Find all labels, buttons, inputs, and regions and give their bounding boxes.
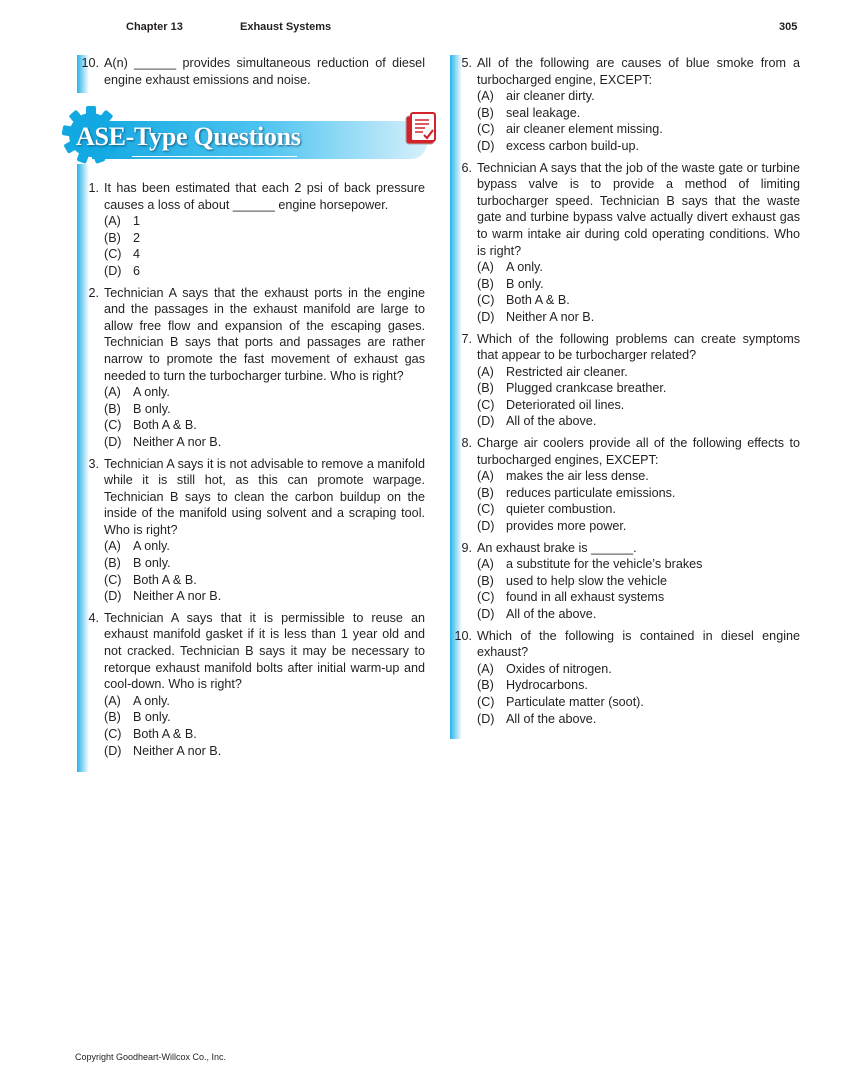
question-text: Which of the following problems can create symptoms that appear to be turbocharger related? [477, 331, 800, 363]
question-item [77, 610, 425, 759]
option-text: found in all exhaust systems [506, 590, 665, 605]
option-letter: (B) [104, 401, 121, 416]
option-text: a substitute for the vehicle’s brakes [506, 557, 703, 572]
option-letter: (A) [104, 214, 121, 229]
option-letter: (C) [477, 694, 495, 709]
question-text: An exhaust brake is ______. [477, 540, 637, 555]
answer-option [477, 364, 800, 381]
option-text: All of the above. [506, 414, 597, 429]
left-question-column [77, 180, 425, 764]
question-number: 10. [454, 628, 472, 643]
answer-option [477, 138, 800, 155]
answer-option [104, 213, 425, 230]
copyright: Copyright Goodheart-Willcox Co., Inc. [75, 1052, 227, 1062]
option-text: A only. [506, 260, 543, 275]
answer-option [477, 589, 800, 606]
question-text: All of the following are causes of blue smoke from a turbocharged engine, EXCEPT: [477, 56, 800, 87]
option-letter: (C) [104, 727, 122, 741]
question-item [450, 628, 800, 728]
option-letter: (B) [104, 710, 121, 725]
answer-option [477, 413, 800, 430]
answer-option [104, 417, 425, 434]
right-question-column [450, 55, 800, 732]
option-letter: (C) [477, 502, 495, 517]
answer-option [477, 380, 800, 397]
option-letter: (B) [477, 381, 494, 396]
question-text: Technician A says that it is permissible to reuse an exhaust manifold gasket if it is less than 1 year old and not cracked. Technician B says it may be necessary to retorque exhaust manifold bolts after initial warm-up and cool-down. Who is right? [104, 610, 425, 692]
chapter-title: Exhaust Systems [240, 21, 332, 33]
option-text: Hydrocarbons. [506, 678, 588, 693]
option-letter: (D) [477, 607, 495, 621]
option-text: Both A & B. [133, 418, 197, 433]
option-letter: (A) [104, 539, 121, 554]
answer-option [477, 276, 800, 293]
question-item [450, 540, 800, 623]
question-text: Technician A says that the exhaust ports in the engine and the passages in the exhaust manifold are large to allow free flow and expansion of the escaping gases. Technician B says that ports and passages are rather narrow to promote the fast movement of exhaust gas needed to turn the turbocharger turbine. Who is right? [104, 285, 425, 383]
option-text: air cleaner element missing. [506, 122, 663, 137]
option-letter: (D) [104, 434, 122, 449]
option-letter: (B) [104, 556, 121, 571]
question-text: Which of the following is contained in diesel engine exhaust? [477, 628, 800, 660]
question-number: 1. [88, 181, 99, 195]
option-letter: (D) [477, 519, 495, 534]
answer-option [477, 121, 800, 138]
option-text: Neither A nor B. [133, 434, 222, 449]
answer-option [477, 677, 800, 694]
option-text: used to help slow the vehicle [506, 573, 668, 588]
answer-option [104, 572, 425, 589]
option-text: Both A & B. [133, 727, 197, 741]
answer-option [104, 743, 425, 760]
answer-option [104, 709, 425, 726]
title-underline [132, 156, 297, 157]
option-text: All of the above. [506, 607, 597, 621]
question-number: 3. [88, 456, 99, 471]
option-text: 2 [133, 230, 141, 245]
answer-option [104, 401, 425, 418]
option-text: 4 [133, 247, 141, 262]
option-letter: (B) [477, 678, 494, 693]
page-number: 305 [779, 21, 798, 33]
question-item [77, 180, 425, 280]
option-letter: (A) [477, 364, 494, 379]
answer-option [477, 661, 800, 678]
option-letter: (D) [104, 589, 122, 604]
option-letter: (C) [104, 418, 122, 433]
answer-option [104, 434, 425, 451]
answer-option [104, 384, 425, 401]
question-item [450, 160, 800, 326]
question-text: Technician A says that the job of the waste gate or turbine bypass valve is to provide a method of limiting turbocharger speed. Technician B says that the waste gate and turbine bypass valve actually divert exhaust gas to warm intake air during cold operating conditions. Who is right? [477, 160, 800, 258]
checklist-icon [402, 111, 438, 147]
question-number: 7. [461, 331, 472, 346]
option-letter: (B) [477, 485, 494, 500]
question-item [450, 55, 800, 155]
option-letter: (D) [104, 743, 122, 758]
option-text: 1 [133, 214, 141, 229]
answer-option [477, 88, 800, 105]
answer-option [477, 518, 800, 535]
option-text: A only. [133, 539, 170, 554]
option-text: B only. [133, 556, 171, 571]
option-letter: (C) [477, 590, 495, 605]
option-text: 6 [133, 263, 141, 278]
chapter-label: Chapter 13 [126, 21, 183, 33]
option-letter: (A) [477, 89, 494, 104]
option-letter: (A) [477, 260, 494, 275]
answer-option [477, 259, 800, 276]
option-letter: (C) [477, 122, 495, 137]
option-text: quieter combustion. [506, 502, 616, 517]
option-text: air cleaner dirty. [506, 89, 595, 104]
section-title: ASE-Type Questions [76, 122, 301, 151]
option-text: All of the above. [506, 711, 597, 726]
option-letter: (D) [104, 263, 122, 278]
answer-option [477, 573, 800, 590]
answer-option [104, 588, 425, 605]
answer-option [104, 693, 425, 710]
answer-option [477, 485, 800, 502]
question-item [77, 285, 425, 451]
answer-option [477, 606, 800, 623]
answer-option [477, 292, 800, 309]
option-letter: (B) [477, 105, 494, 120]
question-number: 6. [461, 160, 472, 175]
option-letter: (B) [477, 573, 494, 588]
option-letter: (C) [104, 247, 122, 262]
answer-option [104, 230, 425, 247]
option-letter: (D) [477, 711, 495, 726]
option-letter: (C) [104, 572, 122, 587]
answer-option [477, 501, 800, 518]
answer-option [104, 555, 425, 572]
option-letter: (B) [477, 276, 494, 291]
question-number: 2. [88, 285, 99, 300]
option-letter: (A) [104, 693, 121, 708]
answer-option [477, 694, 800, 711]
question-text: Technician A says it is not advisable to remove a manifold while it is still hot, as this can promote warpage. Technician B says to clean the carbon buildup on the inside of the manifold using solvent and a scraping tool. Who is right? [104, 456, 425, 537]
option-letter: (A) [477, 469, 494, 484]
option-text: reduces particulate emissions. [506, 485, 676, 500]
option-text: Both A & B. [133, 572, 197, 587]
prior-question-block [77, 55, 425, 93]
option-letter: (D) [477, 138, 495, 153]
question-text: It has been estimated that each 2 psi of back pressure causes a loss of about ______ engine horsepower. [104, 181, 425, 212]
option-letter: (A) [477, 661, 494, 676]
option-text: provides more power. [506, 519, 627, 534]
option-text: Deteriorated oil lines. [506, 397, 625, 412]
option-text: B only. [133, 710, 171, 725]
answer-option [104, 538, 425, 555]
option-text: Restricted air cleaner. [506, 364, 628, 379]
option-text: makes the air less dense. [506, 469, 649, 484]
option-text: Neither A nor B. [133, 589, 222, 604]
option-text: Particulate matter (soot). [506, 694, 644, 709]
question-item [77, 55, 425, 88]
question-number: 9. [461, 540, 472, 555]
answer-option [104, 263, 425, 280]
option-text: seal leakage. [506, 105, 581, 120]
option-letter: (A) [104, 385, 121, 400]
question-number: 4. [88, 610, 99, 625]
option-letter: (D) [477, 414, 495, 429]
question-number: 5. [461, 56, 472, 70]
option-text: Oxides of nitrogen. [506, 661, 612, 676]
option-letter: (D) [477, 309, 495, 324]
answer-option [477, 397, 800, 414]
question-text: Charge air coolers provide all of the following effects to turbocharged engines, EXCEPT: [477, 436, 800, 467]
question-text: A(n) ______ provides simultaneous reduction of diesel engine exhaust emissions and noise. [104, 56, 425, 87]
answer-option [477, 105, 800, 122]
option-letter: (A) [477, 557, 494, 572]
option-text: Plugged crankcase breather. [506, 381, 667, 396]
answer-option [477, 468, 800, 485]
option-text: excess carbon build-up. [506, 138, 640, 153]
option-text: B only. [506, 276, 544, 291]
question-number: 10. [81, 56, 99, 70]
question-number: 8. [461, 436, 472, 451]
option-letter: (C) [477, 397, 495, 412]
question-item [450, 435, 800, 535]
answer-option [104, 246, 425, 263]
answer-option [477, 711, 800, 728]
answer-option [477, 309, 800, 326]
option-text: A only. [133, 385, 170, 400]
answer-option [477, 556, 800, 573]
option-text: B only. [133, 401, 171, 416]
question-item [77, 456, 425, 605]
section-heading [62, 106, 432, 164]
question-item [450, 331, 800, 431]
option-text: Neither A nor B. [133, 743, 222, 758]
option-text: Both A & B. [506, 293, 570, 308]
option-letter: (C) [477, 293, 495, 308]
option-letter: (B) [104, 230, 121, 245]
option-text: A only. [133, 693, 170, 708]
answer-option [104, 726, 425, 743]
option-text: Neither A nor B. [506, 309, 595, 324]
